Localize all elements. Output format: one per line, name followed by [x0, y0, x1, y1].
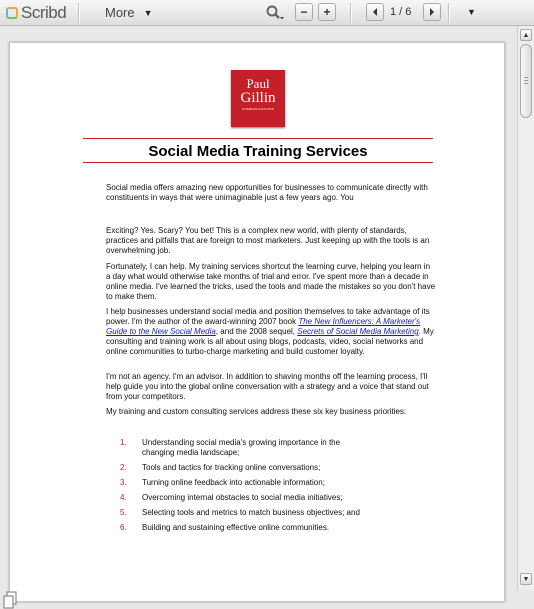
scroll-up-arrow-icon[interactable]: ▲ [520, 29, 532, 41]
list-item [120, 523, 420, 533]
scroll-down-arrow-icon[interactable]: ▼ [520, 573, 532, 585]
brand-logo-line3: COMMUNICATIONS [242, 107, 274, 111]
paragraph-text: , and the 2008 sequel, [215, 327, 298, 336]
scrollbar-thumb[interactable] [520, 44, 532, 118]
list-text: Understanding social media's growing importance in the changing media landscape; [142, 438, 341, 457]
list-number: 1. [120, 438, 127, 447]
scribd-logo-icon [6, 7, 18, 19]
list-item [120, 493, 420, 503]
scribd-logo[interactable] [6, 3, 66, 23]
paragraph-text: . My consulting and training work is all about using blogs, podcasts, video, social networks and online communities to turbo-charge marketing and build customer loyalty. [106, 327, 434, 356]
paragraph: Fortunately, I can help. My training services shortcut the learning curve, helping you learn in a day what would otherwise take months of trial and error. I've spent more than a decade in online media. I've learned the tricks, used the tools and made the mistakes so you don't have to make them. [106, 262, 436, 301]
toolbar-divider [350, 3, 352, 23]
vertical-scrollbar[interactable] [517, 26, 534, 590]
list-number: 5. [120, 508, 127, 517]
search-icon[interactable] [265, 4, 285, 22]
options-menu-chevron-icon[interactable]: ▼ [467, 7, 476, 17]
list-item [120, 438, 420, 458]
page-indicator: 1 / 6 [390, 6, 412, 18]
chevron-right-icon [428, 7, 436, 17]
toolbar-divider [448, 3, 450, 23]
brand-logo-line2: Gillin [240, 90, 276, 106]
chevron-down-icon: ▼ [143, 7, 153, 18]
paragraph: I'm not an agency. I'm an advisor. In addition to shaving months off the learning process, I'll help guide you into the global online conversation with a strategy and a voice that stand out from your competitors. [106, 372, 429, 401]
list-number: 6. [120, 523, 127, 532]
list-text: Tools and tactics for tracking online conversations; [142, 463, 321, 472]
copy-icon[interactable] [3, 591, 17, 609]
list-text: Turning online feedback into actionable information; [142, 478, 325, 487]
next-page-button[interactable] [423, 3, 441, 21]
scrollbar-grip [524, 77, 528, 78]
scrollbar-grip [524, 83, 528, 84]
toolbar-divider [78, 3, 80, 23]
list-number: 2. [120, 463, 127, 472]
scribd-logo-text: Scribd [21, 3, 67, 22]
paragraph: Exciting? Yes. Scary? You bet! This is a complex new world, with plenty of standards, practices and pitfalls that are foreign to most marketers. Just keeping up with the tools is an overwhelming job. [106, 226, 430, 255]
document-title: Social Media Training Services [148, 143, 368, 160]
list-number: 4. [120, 493, 127, 502]
brand-logo [231, 70, 285, 127]
more-menu-button[interactable] [105, 5, 153, 20]
scrollbar-grip [524, 80, 528, 81]
list-text: Selecting tools and metrics to match business objectives; and [142, 508, 360, 517]
document-viewport[interactable] [0, 26, 517, 590]
paragraph [106, 307, 436, 357]
list-text: Building and sustaining effective online communities. [142, 523, 330, 532]
paragraph: My training and custom consulting services address these six key business priorities: [106, 407, 407, 416]
book-link-new-influencers[interactable]: The New Influencers: A Marketer's Guide to the New Social Media [106, 317, 421, 336]
brand-logo-line1: Paul [246, 76, 270, 91]
document-page [9, 42, 505, 602]
list-item [120, 508, 420, 518]
zoom-in-button[interactable]: + [318, 3, 336, 21]
title-top-rule [83, 138, 433, 139]
list-item [120, 478, 420, 488]
list-item [120, 463, 420, 473]
priorities-list [120, 438, 420, 538]
previous-page-button[interactable] [366, 3, 384, 21]
list-number: 3. [120, 478, 127, 487]
paragraph-text: I help businesses understand social media and position themselves to take advantage of its power. I'm the author of the award-winning 2007 book [106, 307, 430, 326]
title-bottom-rule [83, 162, 433, 163]
chevron-left-icon [371, 7, 379, 17]
toolbar [0, 0, 534, 26]
more-label: More [105, 5, 135, 20]
intro-paragraph: Social media offers amazing new opportunities for businesses to communicate directly with constituents in ways that were unimaginable just a few years ago. You [106, 183, 428, 202]
list-text: Overcoming internal obstacles to social media initiatives; [142, 493, 343, 502]
book-link-secrets[interactable]: Secrets of Social Media Marketing [297, 327, 419, 336]
zoom-out-button[interactable]: − [295, 3, 313, 21]
